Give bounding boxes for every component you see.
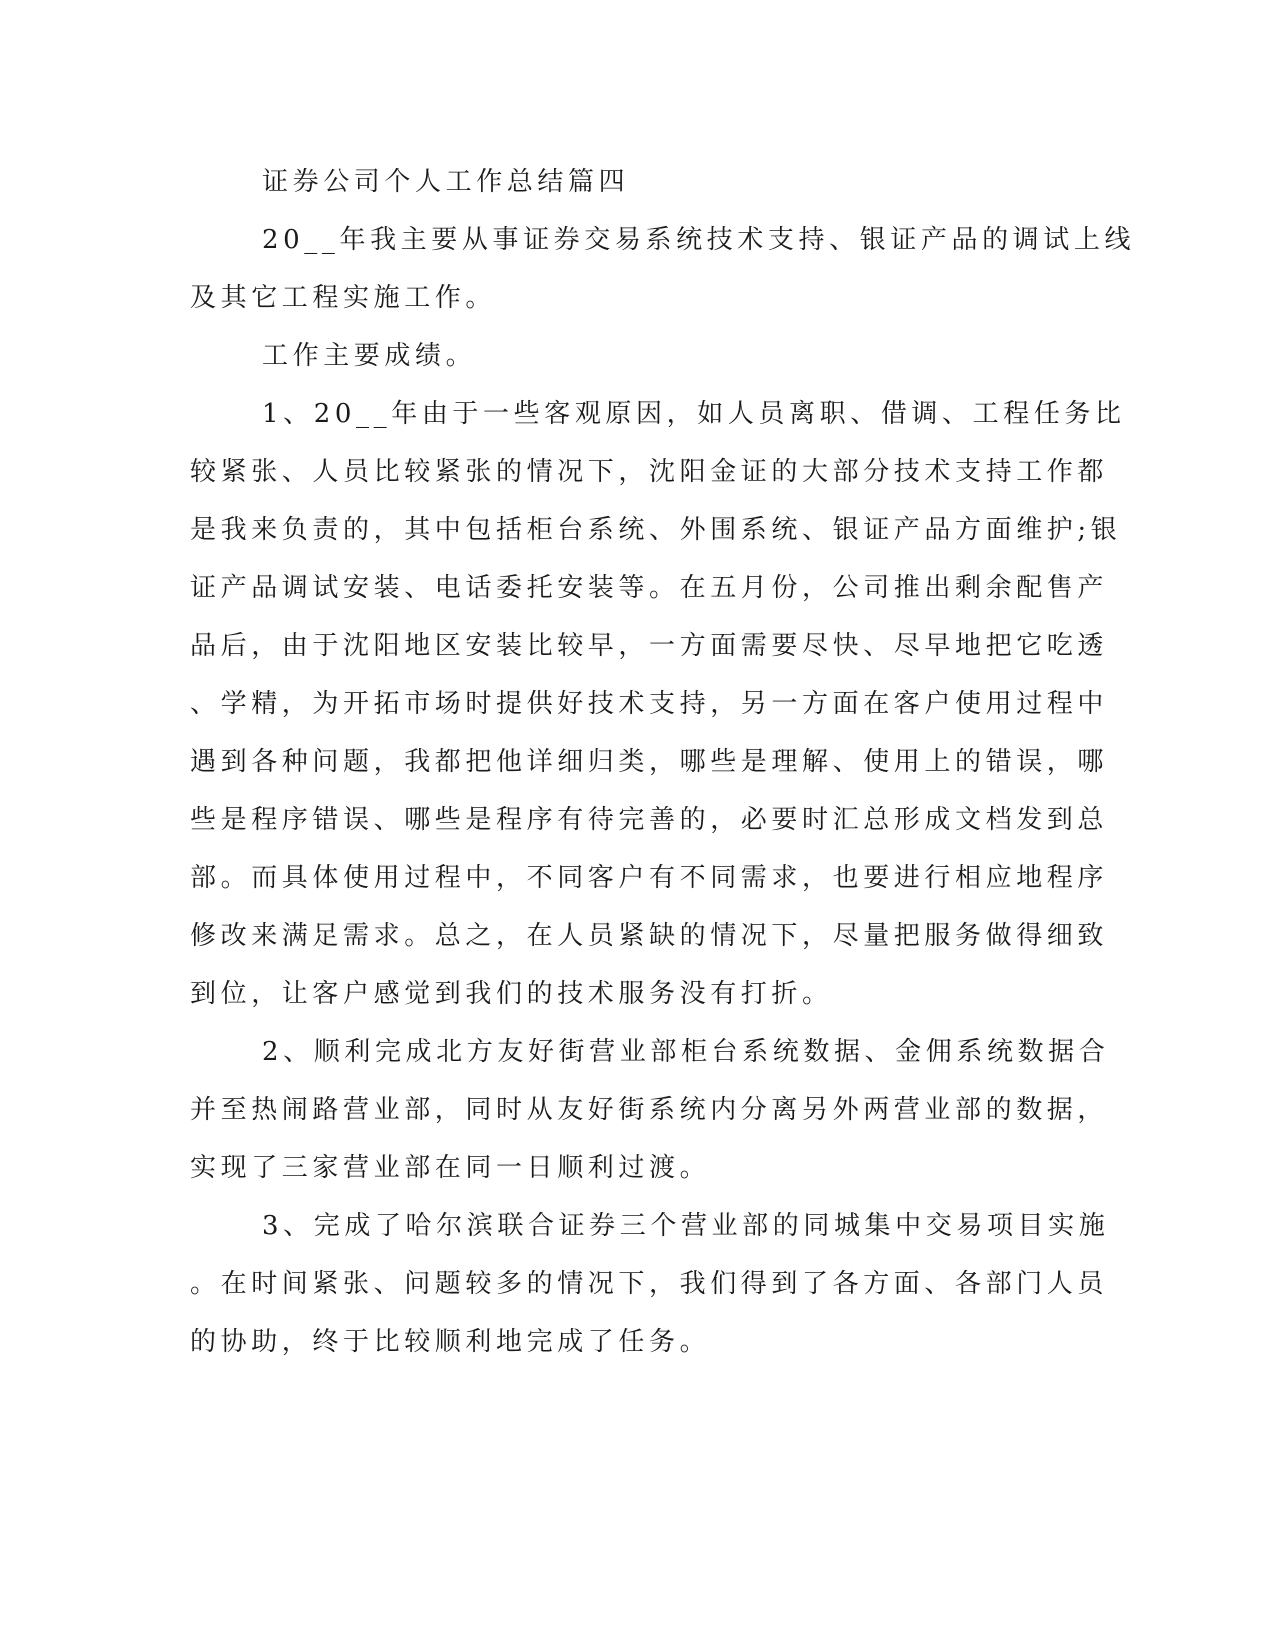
paragraph-line: 并至热闹路营业部，同时从友好街系统内分离另外两营业部的数据， — [190, 1095, 1109, 1125]
paragraph-line: 到位，让客户感觉到我们的技术服务没有打折。 — [190, 979, 833, 1009]
paragraph-line: 3、完成了哈尔滨联合证券三个营业部的同城集中交易项目实施 — [262, 1211, 1110, 1241]
paragraph-line: 、学精，为开拓市场时提供好技术支持，另一方面在客户使用过程中 — [190, 689, 1109, 719]
paragraph-line: 修改来满足需求。总之，在人员紧缺的情况下，尽量把服务做得细致 — [190, 921, 1109, 951]
paragraph-line: 的协助，终于比较顺利地完成了任务。 — [190, 1327, 711, 1357]
paragraph-line: 证产品调试安装、电话委托安装等。在五月份，公司推出剩余配售产 — [190, 573, 1109, 603]
paragraph-line: 实现了三家营业部在同一日顺利过渡。 — [190, 1153, 711, 1183]
paragraph-line: 。在时间紧张、问题较多的情况下，我们得到了各方面、各部门人员 — [190, 1269, 1109, 1299]
paragraph-line: 及其它工程实施工作。 — [190, 283, 497, 313]
paragraph-line: 20__年我主要从事证券交易系统技术支持、银证产品的调试上线 — [262, 225, 1136, 255]
paragraph-line: 是我来负责的，其中包括柜台系统、外围系统、银证产品方面维护;银 — [190, 515, 1122, 545]
paragraph-line: 品后，由于沈阳地区安装比较早，一方面需要尽快、尽早地把它吃透 — [190, 631, 1109, 661]
paragraph-line: 遇到各种问题，我都把他详细归类，哪些是理解、使用上的错误，哪 — [190, 747, 1109, 777]
paragraph-line: 1、20__年由于一些客观原因，如人员离职、借调、工程任务比 — [262, 399, 1126, 429]
paragraph-line: 2、顺利完成北方友好街营业部柜台系统数据、金佣系统数据合 — [262, 1037, 1110, 1067]
document-title: 证券公司个人工作总结篇四 — [262, 167, 630, 197]
paragraph-line: 些是程序错误、哪些是程序有待完善的，必要时汇总形成文档发到总 — [190, 805, 1109, 835]
paragraph-line: 较紧张、人员比较紧张的情况下，沈阳金证的大部分技术支持工作都 — [190, 457, 1109, 487]
paragraph-line: 部。而具体使用过程中，不同客户有不同需求，也要进行相应地程序 — [190, 863, 1109, 893]
section-heading: 工作主要成绩。 — [262, 341, 477, 371]
